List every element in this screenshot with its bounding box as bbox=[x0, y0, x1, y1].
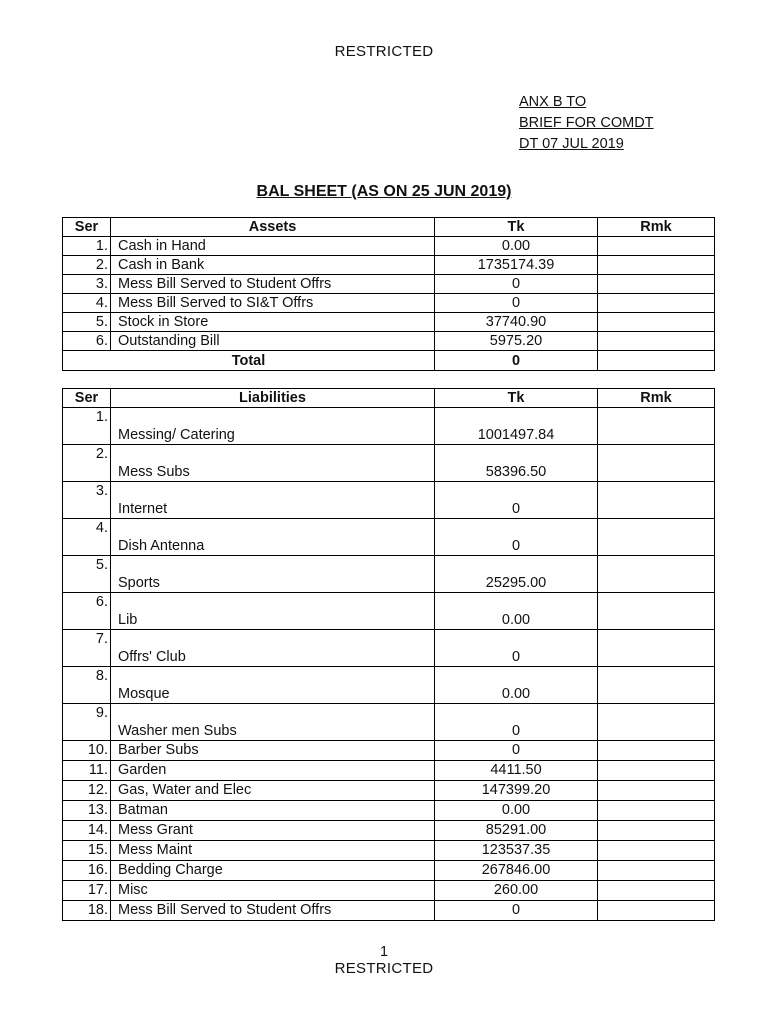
row-tk: 0 bbox=[435, 704, 598, 741]
row-rmk bbox=[598, 275, 715, 294]
liabilities-header-row bbox=[63, 389, 715, 408]
row-desc: Bedding Charge bbox=[111, 861, 435, 881]
table-row bbox=[63, 704, 715, 741]
table-row bbox=[63, 445, 715, 482]
annex-line-1: ANX B TO bbox=[519, 94, 587, 110]
row-tk: 25295.00 bbox=[435, 556, 598, 593]
row-rmk bbox=[598, 630, 715, 667]
assets-table bbox=[62, 217, 715, 371]
table-row bbox=[63, 332, 715, 351]
row-rmk bbox=[598, 821, 715, 841]
header-tk: Tk bbox=[435, 389, 598, 408]
row-rmk bbox=[598, 519, 715, 556]
table-row bbox=[63, 275, 715, 294]
row-desc: Gas, Water and Elec bbox=[111, 781, 435, 801]
row-tk: 85291.00 bbox=[435, 821, 598, 841]
row-desc: Stock in Store bbox=[111, 313, 435, 332]
table-row bbox=[63, 408, 715, 445]
row-rmk bbox=[598, 408, 715, 445]
row-tk: 0 bbox=[435, 901, 598, 921]
row-rmk bbox=[598, 667, 715, 704]
header-ser: Ser bbox=[63, 389, 111, 408]
row-rmk bbox=[598, 881, 715, 901]
row-ser: 16. bbox=[63, 861, 111, 881]
header-tk: Tk bbox=[435, 218, 598, 237]
row-tk: 1735174.39 bbox=[435, 256, 598, 275]
total-label: Total bbox=[63, 351, 435, 371]
row-desc: Sports bbox=[111, 556, 435, 593]
row-tk: 0 bbox=[435, 741, 598, 761]
annex-line-3: DT 07 JUL 2019 bbox=[519, 136, 624, 152]
row-desc: Mess Grant bbox=[111, 821, 435, 841]
row-tk: 267846.00 bbox=[435, 861, 598, 881]
row-ser: 5. bbox=[63, 556, 111, 593]
row-tk: 58396.50 bbox=[435, 445, 598, 482]
classification-header: RESTRICTED bbox=[334, 43, 434, 60]
row-desc: Messing/ Catering bbox=[111, 408, 435, 445]
row-ser: 11. bbox=[63, 761, 111, 781]
row-desc: Garden bbox=[111, 761, 435, 781]
row-ser: 7. bbox=[63, 630, 111, 667]
row-tk: 37740.90 bbox=[435, 313, 598, 332]
table-row bbox=[63, 761, 715, 781]
row-desc: Internet bbox=[111, 482, 435, 519]
row-ser: 12. bbox=[63, 781, 111, 801]
total-rmk bbox=[598, 351, 715, 371]
row-tk: 0 bbox=[435, 519, 598, 556]
row-tk: 123537.35 bbox=[435, 841, 598, 861]
row-rmk bbox=[598, 256, 715, 275]
row-rmk bbox=[598, 901, 715, 921]
row-tk: 1001497.84 bbox=[435, 408, 598, 445]
row-rmk bbox=[598, 761, 715, 781]
table-row bbox=[63, 801, 715, 821]
page-number-value: 1 bbox=[379, 944, 389, 960]
annex-line-2: BRIEF FOR COMDT bbox=[519, 115, 654, 131]
header-rmk: Rmk bbox=[598, 218, 715, 237]
document-title: BAL SHEET (AS ON 25 JUN 2019) bbox=[256, 183, 512, 200]
row-tk: 260.00 bbox=[435, 881, 598, 901]
table-row bbox=[63, 519, 715, 556]
row-ser: 8. bbox=[63, 667, 111, 704]
total-value: 0 bbox=[435, 351, 598, 371]
table-row bbox=[63, 901, 715, 921]
row-tk: 0.00 bbox=[435, 801, 598, 821]
table-row bbox=[63, 313, 715, 332]
row-tk: 4411.50 bbox=[435, 761, 598, 781]
row-desc: Barber Subs bbox=[111, 741, 435, 761]
row-tk: 147399.20 bbox=[435, 781, 598, 801]
row-tk: 0 bbox=[435, 630, 598, 667]
row-ser: 3. bbox=[63, 275, 111, 294]
row-tk: 0 bbox=[435, 294, 598, 313]
table-row bbox=[63, 256, 715, 275]
table-row bbox=[63, 861, 715, 881]
header-ser: Ser bbox=[63, 218, 111, 237]
row-ser: 15. bbox=[63, 841, 111, 861]
row-desc: Dish Antenna bbox=[111, 519, 435, 556]
row-tk: 0.00 bbox=[435, 593, 598, 630]
row-rmk bbox=[598, 294, 715, 313]
row-ser: 10. bbox=[63, 741, 111, 761]
header-rmk: Rmk bbox=[598, 389, 715, 408]
row-ser: 4. bbox=[63, 519, 111, 556]
row-ser: 1. bbox=[63, 408, 111, 445]
table-row bbox=[63, 593, 715, 630]
row-desc: Cash in Hand bbox=[111, 237, 435, 256]
row-ser: 2. bbox=[63, 445, 111, 482]
table-row bbox=[63, 881, 715, 901]
assets-total-row bbox=[63, 351, 715, 371]
row-ser: 13. bbox=[63, 801, 111, 821]
row-tk: 0.00 bbox=[435, 667, 598, 704]
row-rmk bbox=[598, 313, 715, 332]
row-ser: 2. bbox=[63, 256, 111, 275]
row-desc: Washer men Subs bbox=[111, 704, 435, 741]
row-desc: Batman bbox=[111, 801, 435, 821]
row-rmk bbox=[598, 556, 715, 593]
row-desc: Mess Bill Served to Student Offrs bbox=[111, 275, 435, 294]
assets-header-row bbox=[63, 218, 715, 237]
row-rmk bbox=[598, 593, 715, 630]
row-ser: 1. bbox=[63, 237, 111, 256]
row-desc: Mosque bbox=[111, 667, 435, 704]
row-desc: Cash in Bank bbox=[111, 256, 435, 275]
row-desc: Mess Subs bbox=[111, 445, 435, 482]
row-desc: Offrs' Club bbox=[111, 630, 435, 667]
page-number bbox=[0, 944, 768, 977]
row-rmk bbox=[598, 332, 715, 351]
row-desc: Mess Bill Served to Student Offrs bbox=[111, 901, 435, 921]
row-ser: 4. bbox=[63, 294, 111, 313]
row-rmk bbox=[598, 482, 715, 519]
row-desc: Mess Bill Served to SI&T Offrs bbox=[111, 294, 435, 313]
row-ser: 5. bbox=[63, 313, 111, 332]
row-rmk bbox=[598, 237, 715, 256]
table-row bbox=[63, 781, 715, 801]
header-assets: Assets bbox=[111, 218, 435, 237]
table-row bbox=[63, 630, 715, 667]
header-liabilities: Liabilities bbox=[111, 389, 435, 408]
row-rmk bbox=[598, 861, 715, 881]
row-desc: Misc bbox=[111, 881, 435, 901]
table-row bbox=[63, 294, 715, 313]
row-tk: 0 bbox=[435, 275, 598, 294]
row-rmk bbox=[598, 801, 715, 821]
row-tk: 0 bbox=[435, 482, 598, 519]
row-rmk bbox=[598, 445, 715, 482]
liabilities-table bbox=[62, 388, 715, 921]
annex-reference bbox=[519, 92, 654, 155]
row-rmk bbox=[598, 741, 715, 761]
classification-footer: RESTRICTED bbox=[334, 960, 434, 977]
row-tk: 0.00 bbox=[435, 237, 598, 256]
row-ser: 6. bbox=[63, 593, 111, 630]
row-desc: Mess Maint bbox=[111, 841, 435, 861]
row-rmk bbox=[598, 704, 715, 741]
row-ser: 18. bbox=[63, 901, 111, 921]
row-ser: 3. bbox=[63, 482, 111, 519]
table-row bbox=[63, 821, 715, 841]
table-row bbox=[63, 667, 715, 704]
table-row bbox=[63, 237, 715, 256]
row-ser: 6. bbox=[63, 332, 111, 351]
table-row bbox=[63, 556, 715, 593]
row-ser: 14. bbox=[63, 821, 111, 841]
table-row bbox=[63, 741, 715, 761]
row-desc: Outstanding Bill bbox=[111, 332, 435, 351]
row-rmk bbox=[598, 841, 715, 861]
row-ser: 9. bbox=[63, 704, 111, 741]
table-row bbox=[63, 841, 715, 861]
row-tk: 5975.20 bbox=[435, 332, 598, 351]
row-ser: 17. bbox=[63, 881, 111, 901]
row-desc: Lib bbox=[111, 593, 435, 630]
row-rmk bbox=[598, 781, 715, 801]
table-row bbox=[63, 482, 715, 519]
